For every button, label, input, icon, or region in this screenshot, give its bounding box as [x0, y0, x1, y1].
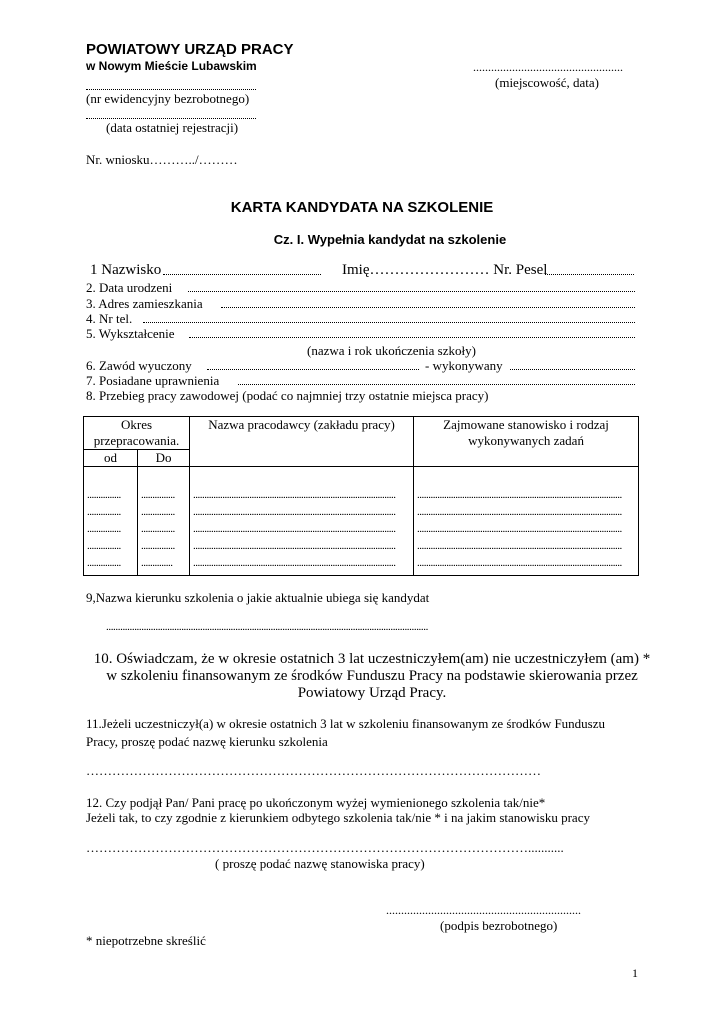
table-cell-employer[interactable]: ..........................................................................................: [193, 489, 396, 501]
pesel-field[interactable]: [545, 273, 634, 275]
table-cell-from[interactable]: ...............: [87, 506, 121, 518]
table-cell-employer[interactable]: ..........................................................................................: [193, 540, 396, 552]
table-cell-position[interactable]: ...........................................................................................: [417, 489, 622, 501]
q10-line-1: 10. Oświadczam, że w okresie ostatnich 3 lat uczestniczyłem(am) nie uczestniczyłem (am) *: [93, 651, 651, 667]
first-name-pesel-label: Imię…………………… Nr. Pesel: [342, 262, 548, 278]
surname-field[interactable]: [163, 273, 321, 275]
to-column[interactable]: [138, 467, 190, 576]
table-cell-from[interactable]: ...............: [87, 540, 121, 552]
employer-column[interactable]: [190, 467, 414, 576]
q11-line-1: 11.Jeżeli uczestniczył(a) w okresie ostatnich 3 lat w szkoleniu finansowanym ze środków Funduszu: [86, 716, 606, 731]
profession-label: 6. Zawód wyuczony: [86, 358, 192, 373]
last-registration-label: (data ostatniej rejestracji): [106, 120, 239, 135]
address-label: 3. Adres zamieszkania: [86, 296, 203, 311]
table-cell-to[interactable]: ...............: [141, 506, 175, 518]
page-title: KARTA KANDYDATA NA SZKOLENIE: [230, 199, 494, 216]
table-cell-position[interactable]: ...........................................................................................: [417, 557, 622, 569]
q12-field[interactable]: …………………………………………………………………………………………...........: [86, 840, 564, 855]
office-city: w Nowym Mieście Lubawskim: [86, 59, 257, 73]
footnote: * niepotrzebne skreślić: [86, 933, 206, 948]
work-history-label: 8. Przebieg pracy zawodowej (podać co najmniej trzy ostatnie miejsca pracy): [86, 388, 489, 403]
signature-label: (podpis bezrobotnego): [440, 918, 558, 933]
surname-label: 1 Nazwisko: [90, 262, 162, 278]
address-field[interactable]: [221, 306, 635, 308]
education-label: 5. Wykształcenie: [86, 326, 175, 341]
qualifications-field[interactable]: [238, 383, 635, 385]
last-registration-field[interactable]: [86, 117, 256, 119]
performed-field[interactable]: [510, 368, 635, 370]
q10-line-3: Powiatowy Urząd Pracy.: [297, 685, 447, 701]
application-number[interactable]: Nr. wniosku………../………: [86, 152, 238, 167]
table-cell-to[interactable]: ..............: [141, 557, 173, 569]
q10-line-2: w szkoleniu finansowanym ze środków Funduszu Pracy na podstawie skierowania przez: [106, 668, 638, 684]
table-cell-position[interactable]: ...........................................................................................: [417, 506, 622, 518]
table-cell-to[interactable]: ...............: [141, 489, 175, 501]
performed-label: - wykonywany: [425, 358, 503, 373]
part-one-title: Cz. I. Wypełnia kandydat na szkolenie: [273, 232, 507, 247]
q12-line-1: 12. Czy podjął Pan/ Pani pracę po ukończonym wyżej wymienionego szkolenia tak/nie*: [86, 795, 546, 810]
position-column[interactable]: [414, 467, 639, 576]
registration-number-label: (nr ewidencyjny bezrobotnego): [86, 91, 250, 106]
signature-field[interactable]: .................................................................: [386, 903, 581, 917]
table-cell-position[interactable]: ...........................................................................................: [417, 523, 622, 535]
q12-line-2: Jeżeli tak, to czy zgodnie z kierunkiem odbytego szkolenia tak/nie * i na jakim stanowisku pracy: [86, 810, 590, 825]
registration-number-field[interactable]: [86, 88, 256, 90]
table-cell-from[interactable]: ...............: [87, 557, 121, 569]
phone-label: 4. Nr tel.: [86, 311, 133, 326]
phone-field[interactable]: [143, 321, 635, 323]
from-column[interactable]: [84, 467, 138, 576]
col-position-header: Zajmowane stanowisko i rodzaj wykonywanych zadań: [414, 417, 639, 467]
page-number: 1: [632, 966, 638, 980]
qualifications-label: 7. Posiadane uprawnienia: [86, 373, 220, 388]
education-field[interactable]: [189, 336, 635, 338]
table-cell-to[interactable]: ...............: [141, 540, 175, 552]
table-cell-to[interactable]: ...............: [141, 523, 175, 535]
q10-statement: [0, 651, 724, 702]
work-history-table: [83, 416, 639, 576]
table-cell-employer[interactable]: ..........................................................................................: [193, 557, 396, 569]
q11-field[interactable]: ……………………………………………………………………………………………: [86, 763, 541, 778]
birth-date-field[interactable]: [188, 290, 635, 292]
col-to-header: Do: [138, 450, 190, 467]
q12-hint: ( proszę podać nazwę stanowiska pracy): [215, 856, 425, 871]
col-period-header: Okres przepracowania.: [84, 417, 190, 450]
col-from-header: od: [84, 450, 138, 467]
table-cell-from[interactable]: ...............: [87, 523, 121, 535]
office-name: POWIATOWY URZĄD PRACY: [86, 41, 294, 58]
education-hint: (nazwa i rok ukończenia szkoły): [307, 343, 476, 358]
table-cell-employer[interactable]: ..........................................................................................: [193, 506, 396, 518]
col-employer-header: Nazwa pracodawcy (zakładu pracy): [190, 417, 414, 467]
birth-date-label: 2. Data urodzeni: [86, 280, 173, 295]
table-cell-from[interactable]: ...............: [87, 489, 121, 501]
place-date-field[interactable]: ..................................................: [473, 60, 623, 74]
q9-label: 9,Nazwa kierunku szkolenia o jakie aktualnie ubiega się kandydat: [86, 590, 430, 605]
profession-field[interactable]: [207, 368, 419, 370]
table-cell-position[interactable]: ...........................................................................................: [417, 540, 622, 552]
table-cell-employer[interactable]: ..........................................................................................: [193, 523, 396, 535]
q11-line-2: Pracy, proszę podać nazwę kierunku szkolenia: [86, 734, 328, 749]
q9-field[interactable]: .........................................................................................................................................: [106, 621, 428, 633]
place-date-label: (miejscowość, data): [495, 75, 599, 90]
